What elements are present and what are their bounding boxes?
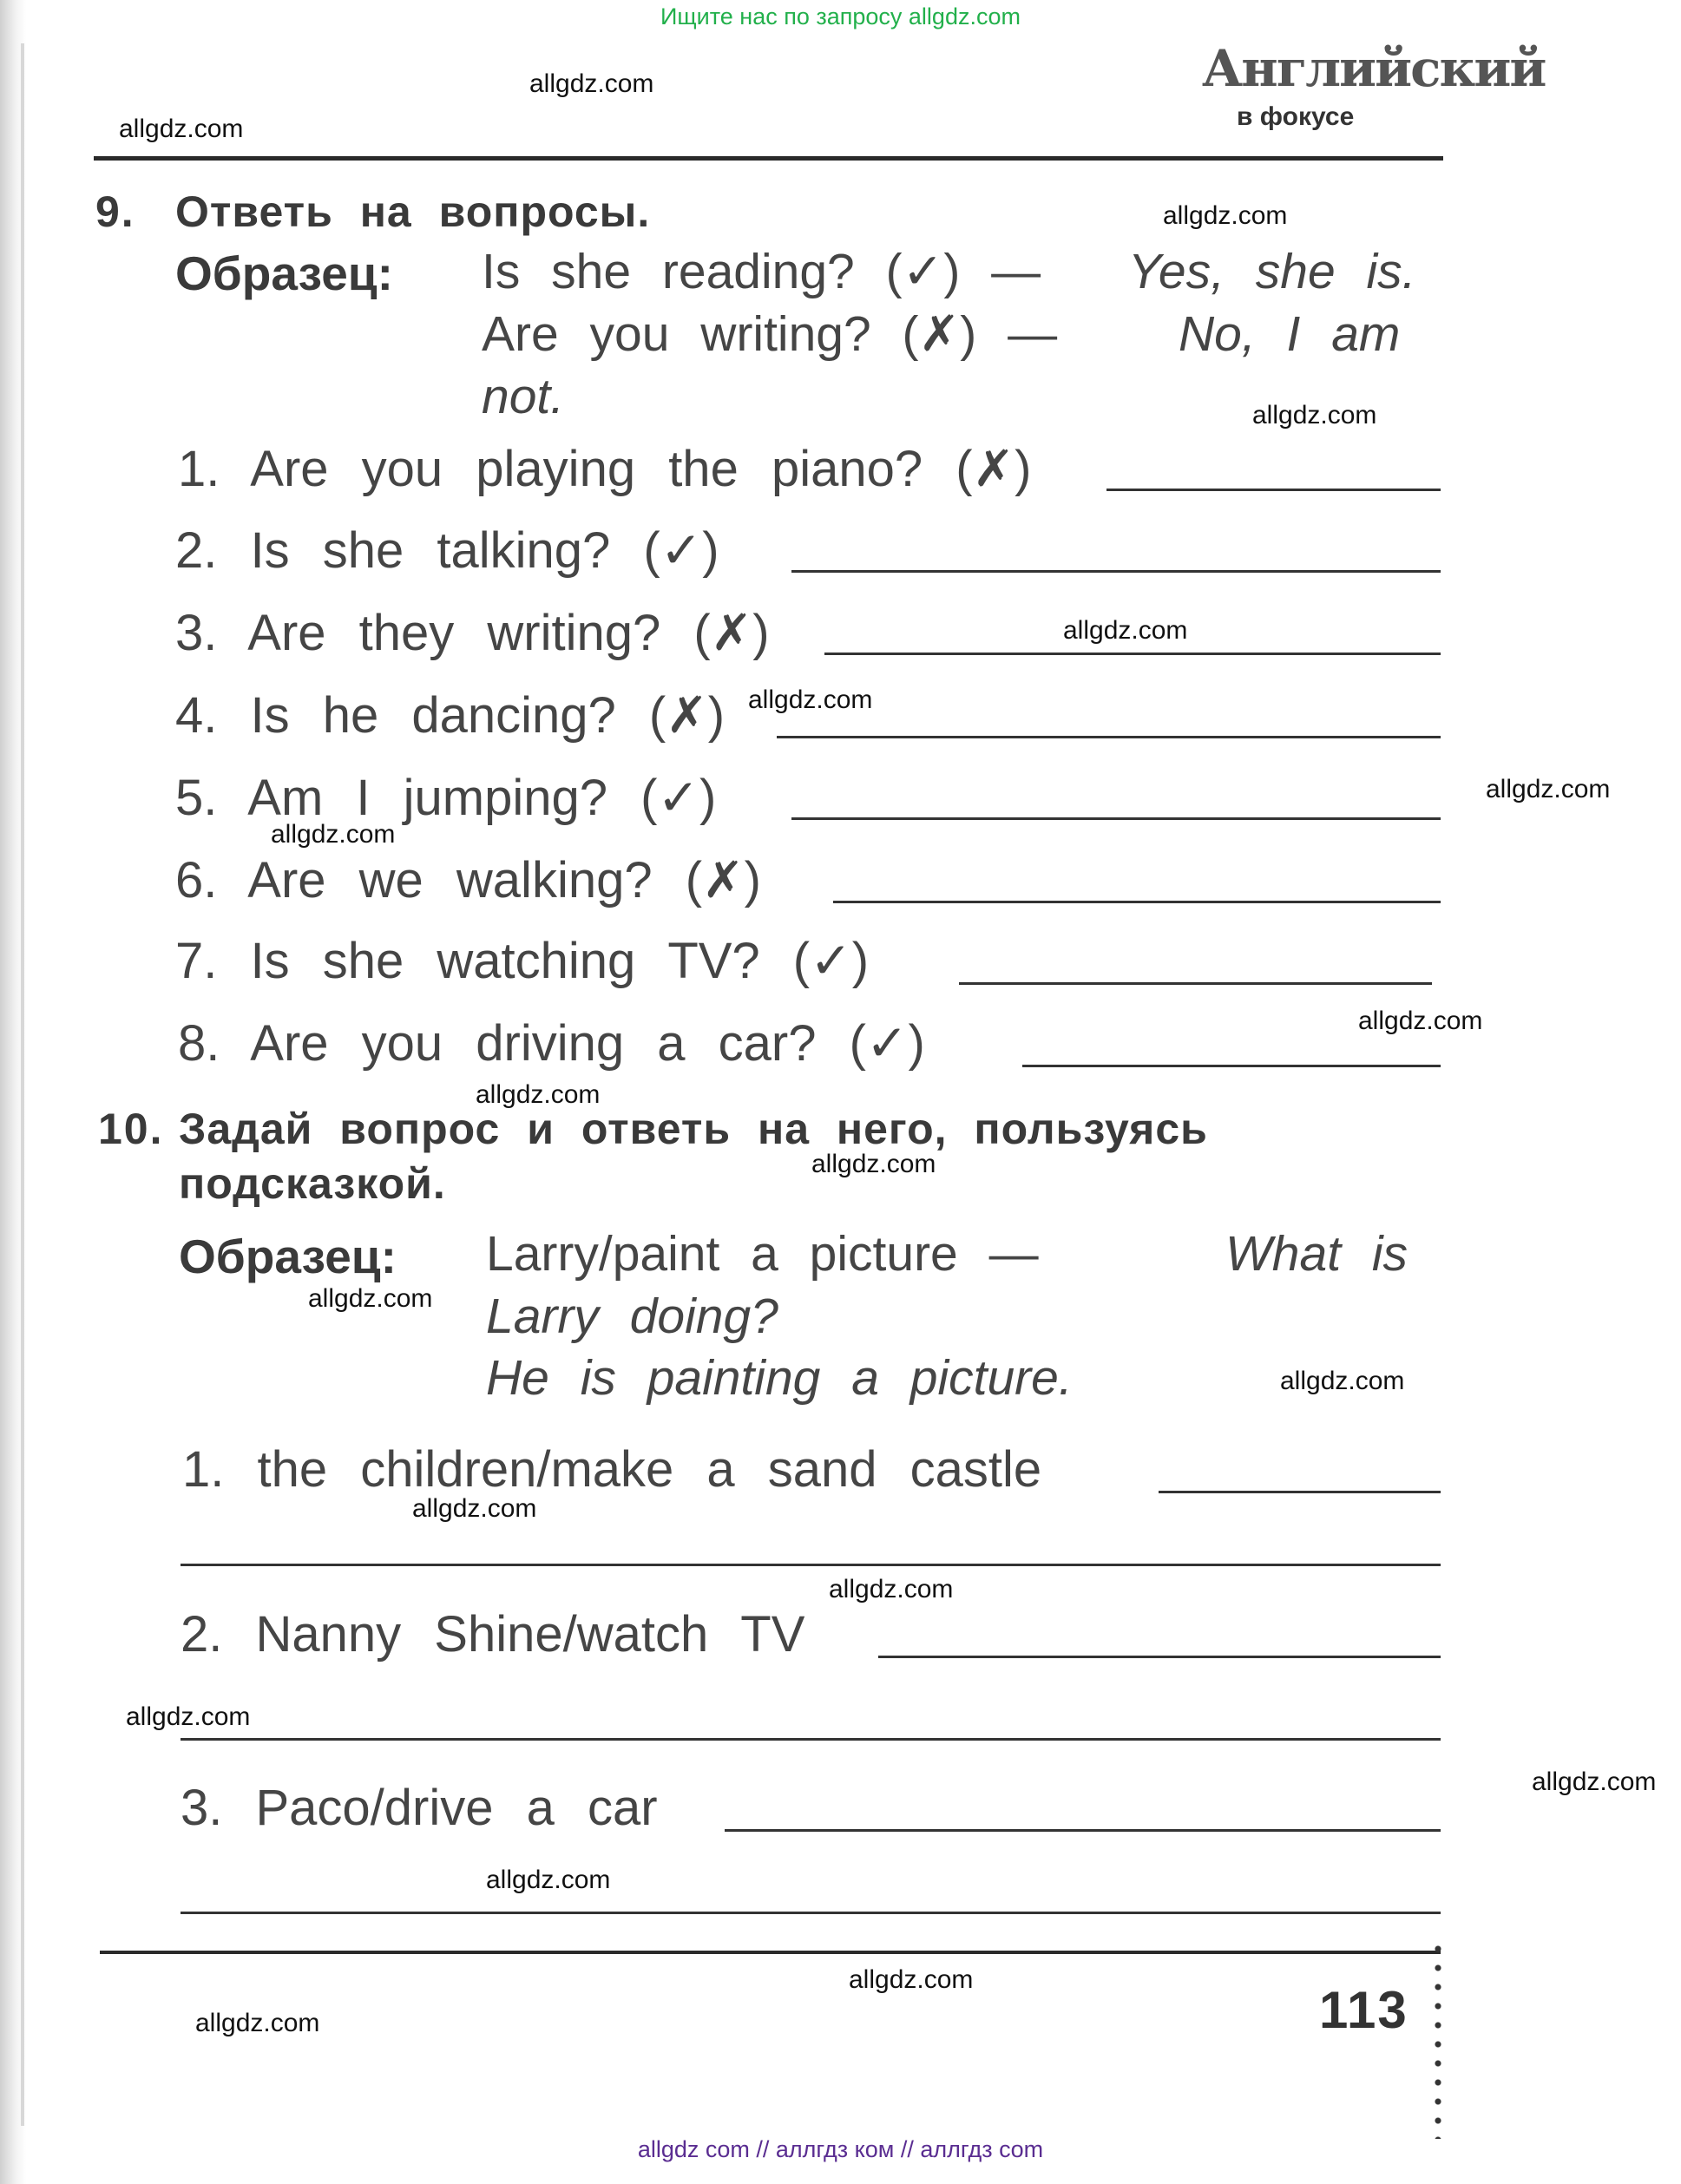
logo-title: Английский — [1202, 39, 1546, 98]
watermark: allgdz.com — [412, 1494, 537, 1523]
watermark: allgdz.com — [811, 1150, 936, 1178]
task-9-number: 9. — [95, 187, 135, 236]
answer-line-7[interactable] — [959, 982, 1432, 985]
sample-answer-1: Yes, she is. — [1128, 244, 1416, 299]
task-10-answer-line-3a[interactable] — [725, 1829, 1441, 1832]
task-10-number: 10. — [98, 1105, 164, 1153]
answer-line-6[interactable] — [833, 901, 1441, 903]
watermark: allgdz.com — [1163, 201, 1288, 230]
task-10-item-3: 3. Paco/drive a car — [181, 1780, 658, 1836]
answer-line-2[interactable] — [791, 570, 1441, 573]
watermark: allgdz.com — [1063, 616, 1188, 645]
watermark: allgdz.com — [1252, 401, 1377, 430]
page-edge-dots — [1434, 1939, 1442, 2139]
task-9-question-2: 2. Is she talking? (✓) — [175, 522, 719, 579]
sample-answer-2: No, I am — [1179, 306, 1401, 362]
watermark: allgdz.com — [829, 1575, 954, 1604]
header-rule — [94, 156, 1443, 161]
watermark: allgdz.com — [748, 685, 873, 714]
task-10-answer-line-3b[interactable] — [181, 1912, 1441, 1914]
answer-line-5[interactable] — [791, 817, 1441, 820]
task-9-question-1: 1. Are you playing the piano? (✗) — [178, 441, 1032, 497]
watermark: allgdz.com — [126, 1702, 251, 1731]
watermark: allgdz.com — [119, 115, 244, 143]
logo-subtitle: в фокусе — [1237, 102, 1355, 131]
answer-line-1[interactable] — [1106, 489, 1441, 491]
answer-line-3[interactable] — [824, 653, 1441, 655]
watermark: allgdz.com — [195, 2009, 320, 2037]
watermark: allgdz.com — [529, 69, 654, 98]
sample-question-2: Are you writing? (✗) — — [482, 306, 1058, 362]
answer-line-8[interactable] — [1022, 1065, 1441, 1067]
task-10-sample-question-part-2: Larry doing? — [486, 1289, 778, 1344]
sample-question-1: Is she reading? (✓) — — [482, 244, 1041, 299]
task-10-answer-line-1b[interactable] — [181, 1564, 1441, 1566]
task-10-title-line-1: Задай вопрос и ответь на него, пользуясь — [179, 1105, 1208, 1153]
task-10-answer-line-2a[interactable] — [878, 1656, 1441, 1658]
watermark: allgdz.com — [1280, 1367, 1405, 1395]
task-10-sample-question-part-1: What is — [1225, 1226, 1408, 1282]
task-10-item-2: 2. Nanny Shine/watch TV — [181, 1606, 805, 1663]
watermark: allgdz.com — [1486, 775, 1611, 803]
footer-rule — [100, 1951, 1441, 1954]
task-10-title-line-2: подсказкой. — [179, 1159, 446, 1208]
task-10-item-1: 1. the children/make a sand castle — [182, 1441, 1042, 1498]
watermark: allgdz.com — [486, 1866, 611, 1894]
task-9-question-8: 8. Are you driving a car? (✓) — [178, 1015, 925, 1072]
sample-answer-3: not. — [482, 369, 565, 424]
top-banner[interactable]: Ищите нас по запросу allgdz.com — [660, 3, 1021, 30]
task-9-question-7: 7. Is she watching TV? (✓) — [175, 933, 870, 989]
task-9-question-3: 3. Are they writing? (✗) — [175, 605, 770, 661]
task-10-answer-line-1a[interactable] — [1159, 1491, 1441, 1493]
page-gutter-line — [21, 43, 24, 2126]
task-9-question-6: 6. Are we walking? (✗) — [175, 852, 761, 908]
bottom-banner[interactable]: allgdz com // аллгдз ком // аллгдз com — [637, 2136, 1044, 2162]
watermark: allgdz.com — [1358, 1007, 1483, 1035]
task-9-title: Ответь на вопросы. — [175, 187, 651, 236]
watermark: allgdz.com — [849, 1965, 974, 1994]
watermark: allgdz.com — [308, 1284, 433, 1313]
task-10-sample-label: Образец: — [179, 1230, 397, 1283]
task-9-sample-label: Образец: — [175, 246, 393, 300]
task-10-sample-answer: He is painting a picture. — [486, 1350, 1073, 1406]
watermark: allgdz.com — [271, 820, 396, 849]
page-number: 113 — [1319, 1981, 1408, 2039]
task-10-answer-line-2b[interactable] — [181, 1738, 1441, 1741]
task-9-question-4: 4. Is he dancing? (✗) — [175, 687, 726, 744]
task-9-question-5: 5. Am I jumping? (✓) — [175, 770, 717, 826]
task-10-sample-prompt: Larry/paint a picture — — [486, 1226, 1039, 1282]
watermark: allgdz.com — [1532, 1768, 1657, 1796]
answer-line-4[interactable] — [777, 736, 1441, 738]
watermark: allgdz.com — [476, 1080, 601, 1109]
